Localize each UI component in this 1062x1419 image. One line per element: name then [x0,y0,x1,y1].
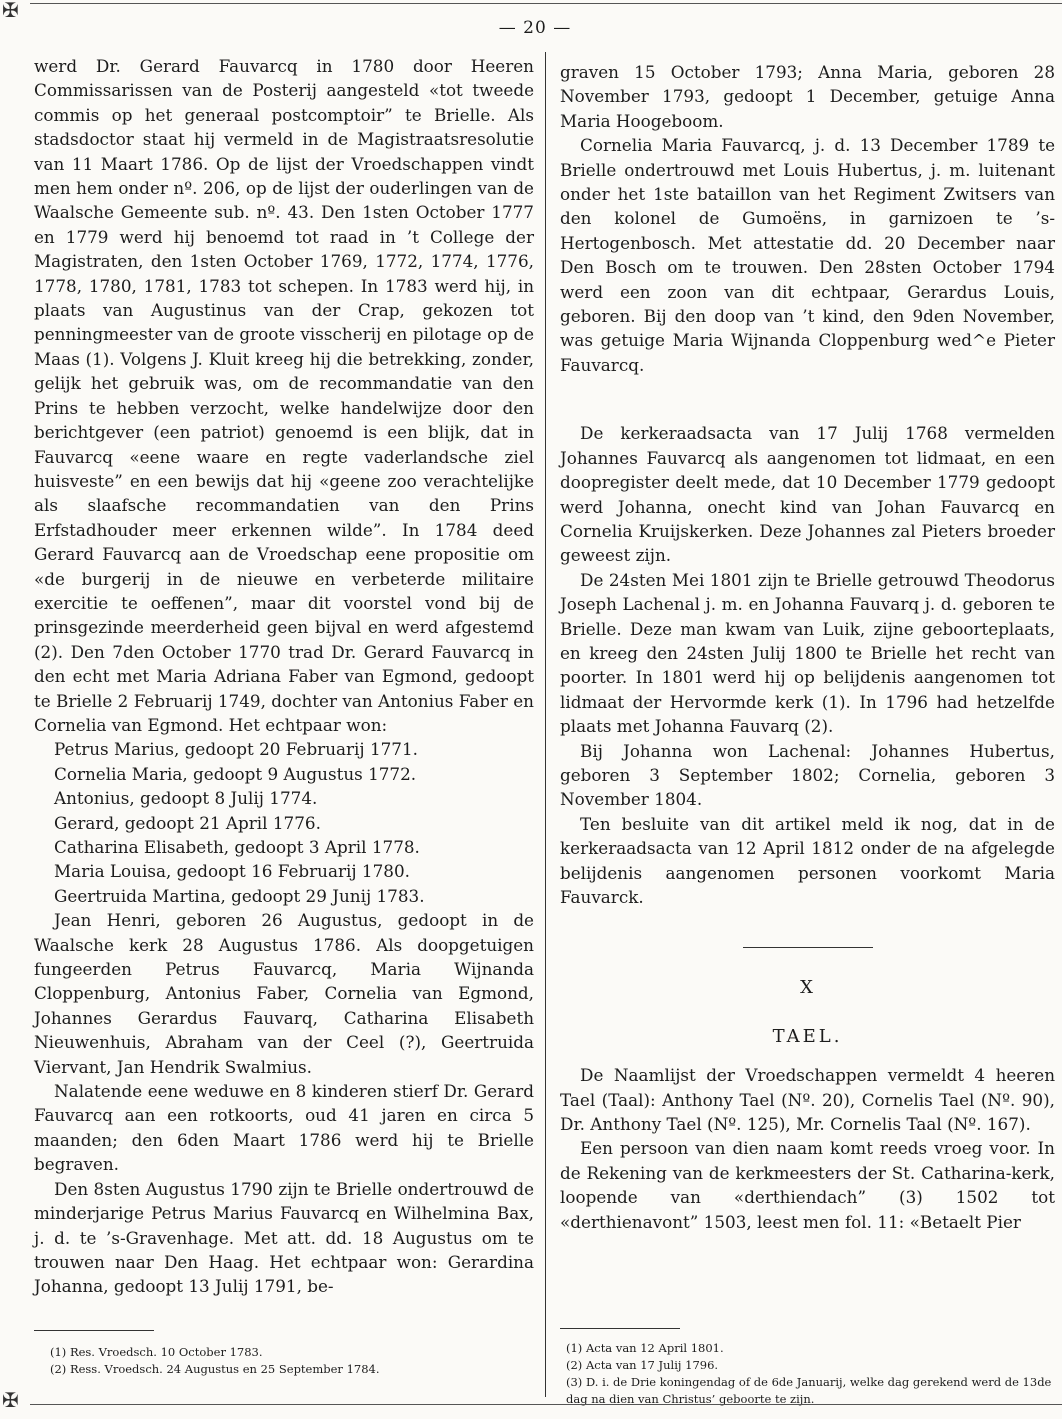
left-paragraph-1: werd Dr. Gerard Fauvarcq in 1780 door Heeren Commissarissen van de Posterij aangesteld «tot tweede commis op het generaal postcomptoir” te Brielle. Als stadsdoctor staat hij vermeld in de Magistraatsresolutie van 11 Maart 1786. Op de lijst der Vroedschappen vindt men hem onder nº. 206, op de lijst der ouderlingen van de Waalsche Gemeente sub. nº. 43. Den 1sten October 1777 en 1779 werd hij benoemd tot raad in ’t College der Magistraten, den 1sten October 1769, 1772, 1774, 1776, 1778, 1780, 1781, 1783 tot schepen. In 1783 werd hij, in plaats van Augustinus van der Crap, gekozen tot penningmeester van de groote visscherij en pilotage op de Maas (1). Volgens J. Kluit kreeg hij die betrekking, zonder, gelijk het gebruik was, om de recommandatie van den Prins te hebben verzocht, welke handelwijze door den berichtgever (een patriot) genoemd is een blijk, dat in Fauvarcq «eene waare en regte vaderlandsche ziel huisveste” en een bewijs dat hij «geene zoo verachtelijke als slaafsche recommandatien van den Prins Erfstadhouder meer erkennen wilde”. In 1784 deed Gerard Fauvarcq aan de Vroedschap eene propositie om «de burgerij in de nieuwe en verbeterde militaire exercitie te oeffenen”, maar dit voorstel vond bij de prinsgezinde meerderheid geen bijval en werd afgestemd (2). Den 7den October 1770 trad Dr. Gerard Fauvarcq in den echt met Maria Adriana Faber van Egmond, gedoopt te Brielle 2 Februarij 1749, dochter van Antonius Faber en Cornelia van Egmond. Het echtpaar won: [34,56,534,735]
footnote: (2) Acta van 17 Julij 1796. [566,1358,719,1372]
column-divider [545,52,546,1397]
right-paragraph-6: Ten besluite van dit artikel meld ik nog, dat in de kerkeraadsacta van 12 April 1812 onder de na afgelegde belijdenis aangenomen personen voorkomt Maria Fauvarck. [560,813,1055,907]
right-footnote-rule [560,1328,680,1329]
list-item: Catharina Elisabeth, gedoopt 3 April 1778. [54,837,420,857]
list-item: Petrus Marius, gedoopt 20 Februarij 1771. [54,739,418,760]
section-number: X [800,977,815,999]
right-paragraph-3: De kerkeraadsacta van 17 Julij 1768 vermelden Johannes Fauvarcq als aangenomen tot lidmaat, en een doopregister deelt mede, dat 10 December 1779 gedoopt werd Johanna, onecht kind van Johan Fauvarcq en Cornelia Kruijskerken. Deze Johannes zal Pieters broeder geweest zijn. [560,423,1055,566]
section-heading [560,947,1055,1049]
children-list [34,737,534,908]
list-item: Gerard, gedoopt 21 April 1776. [54,812,321,833]
left-footnote-rule [34,1330,154,1331]
right-paragraph-1: graven 15 October 1793; Anna Maria, geboren 28 November 1793, gedoopt 1 December, getuige Anna Maria Hoogeboom. [560,62,1055,131]
list-item: Antonius, gedoopt 8 Julij 1774. [54,788,318,809]
right-footnotes [566,1340,1056,1408]
list-item: Geertruida Martina, gedoopt 29 Junij 1783. [54,885,425,906]
right-paragraph-4: De 24sten Mei 1801 zijn te Brielle getrouwd Theodorus Joseph Lachenal j. m. en Johanna Fauvarq j. d. geboren te Brielle. Deze man kwam van Luik, zijne geboorteplaats, en kreeg den 24sten Julij 1800 te Brielle het recht van poorter. In 1801 werd hij op belijdenis aangenomen tot lidmaat der Hervormde kerk (1). In 1796 had hetzelfde plaats met Johanna Fauvarq (2). [560,569,1055,737]
left-column [34,54,534,1299]
list-item: Maria Louisa, gedoopt 16 Februarij 1780. [54,861,410,882]
right-paragraph-8: Een persoon van dien naam komt reeds vroeg voor. In de Rekening van de kerkmeesters der St. Catharina-kerk, loopende van «derthiendach” (3) 1502 tot «derthienavont” 1503, leest men fol. 11: «Betaelt Pier [560,1138,1055,1232]
right-paragraph-7: De Naamlijst der Vroedschappen vermeldt 4 heeren Tael (Taal): Anthony Tael (Nº. 20), Cornelis Tael (Nº. 90), Dr. Anthony Tael (Nº. 125), Mr. Cornelis Taal (Nº. 167). [560,1065,1055,1135]
left-paragraph-4: Den 8sten Augustus 1790 zijn te Brielle ondertrouwd de minderjarige Petrus Marius Fauvarcq en Wilhelmina Bax, j. d. te ’s-Gravenhage. Met att. dd. 18 Augustus om te trouwen naar Den Haag. Het echtpaar won: Gerardina Johanna, gedoopt 13 Julij 1791, be- [34,1178,534,1297]
list-item: Cornelia Maria, gedoopt 9 Augustus 1772. [54,763,417,784]
footnote: (1) Res. Vroedsch. 10 October 1783. [50,1345,263,1359]
page-number: — 20 — [498,18,572,38]
bottom-rule [30,1404,1062,1405]
right-column [560,60,1055,1234]
footnote: (2) Ress. Vroedsch. 24 Augustus en 25 September 1784. [50,1362,380,1376]
corner-ornament-top: ✠ [2,0,19,22]
right-paragraph-5: Bij Johanna won Lachenal: Johannes Hubertus, geboren 3 September 1802; Cornelia, geboren 3 November 1804. [560,740,1055,810]
footnote: (1) Acta van 12 April 1801. [566,1341,724,1355]
left-paragraph-3: Nalatende eene weduwe en 8 kinderen stierf Dr. Gerard Fauvarcq aan een rotkoorts, oud 41 jaren en circa 5 maanden; den 6den Maart 1786 werd hij te Brielle begraven. [34,1081,534,1175]
left-footnotes [50,1344,530,1378]
right-paragraph-2: Cornelia Maria Fauvarcq, j. d. 13 December 1789 te Brielle ondertrouwd met Louis Hubertus, j. m. luitenant onder het 1ste bataillon van het Regiment Zwitsers van den kolonel de Gumoëns, in garnizoen te ’s-Hertogenbosch. Met attestatie dd. 20 December naar Den Bosch om te trouwen. Den 28sten October 1794 werd een zoon van dit echtpaar, Gerardus Louis, geboren. Bij den doop van ’t kind, den 9den November, was getuige Maria Wijnanda Cloppenburg wed^e Pieter Fauvarcq. [560,135,1055,375]
footnote: (3) D. i. de Drie koningendag of de 6de Januarij, welke dag gerekend werd de 13de dag na dien van Christus’ geboorte te zijn. [566,1375,1052,1406]
left-paragraph-2: Jean Henri, geboren 26 Augustus, gedoopt in de Waalsche kerk 28 Augustus 1786. Als doopgetuigen fungeerden Petrus Fauvarcq, Maria Wijnanda Cloppenburg, Antonius Faber, Cornelia van Egmond, Johannes Gerardus Fauvarq, Catharina Elisabeth Nieuwenhuis, Abraham van der Ceel (?), Geertruida Viervant, Jan Hendrik Swalmius. [34,910,534,1077]
top-rule [30,3,1062,4]
corner-ornament-bottom: ✠ [2,1388,19,1412]
section-title: TAEL. [772,1025,843,1047]
